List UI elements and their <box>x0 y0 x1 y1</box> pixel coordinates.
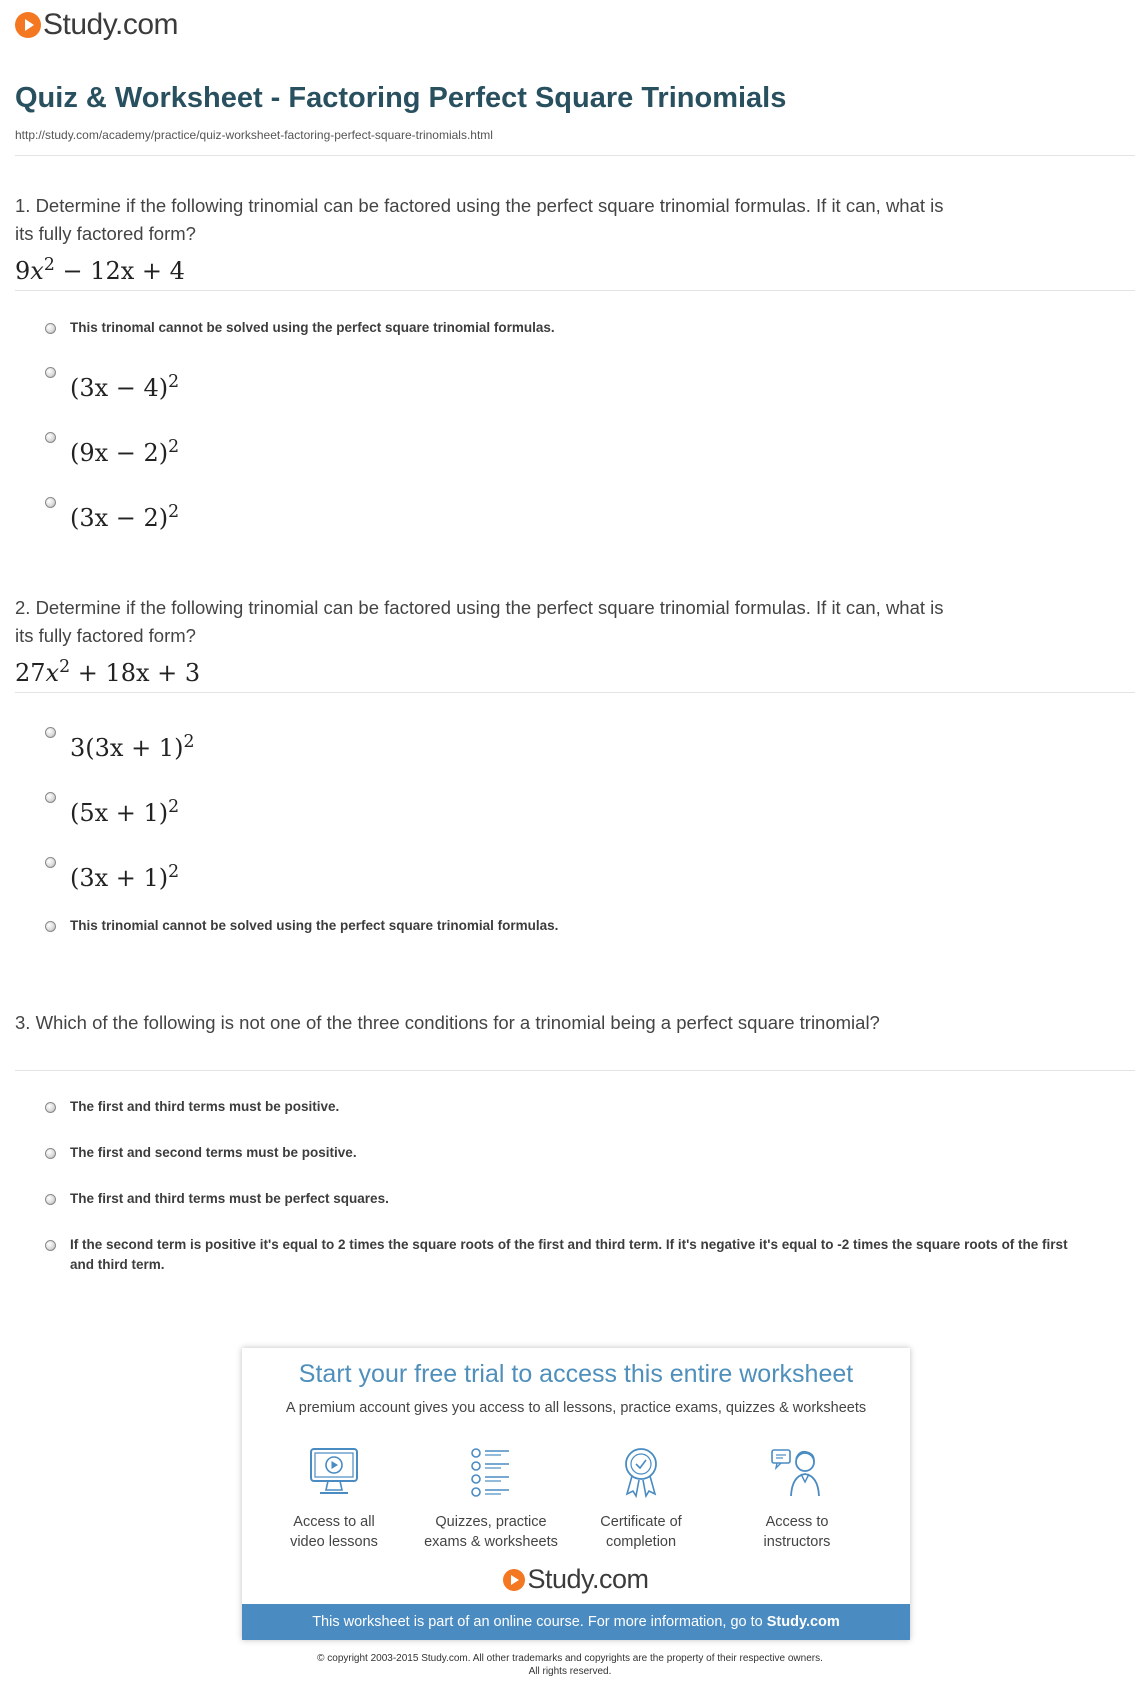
radio-button[interactable] <box>45 727 56 738</box>
option-exponent: 2 <box>168 437 180 457</box>
radio-button[interactable] <box>45 367 56 378</box>
expr-exponent: 2 <box>59 657 71 677</box>
study-logo[interactable] <box>15 8 178 42</box>
answer-option[interactable] <box>45 1143 1095 1163</box>
option-exponent: 2 <box>168 797 180 817</box>
radio-button[interactable] <box>45 432 56 443</box>
option-base: (3x − 2) <box>70 504 169 532</box>
radio-button[interactable] <box>45 792 56 803</box>
answer-option[interactable] <box>45 1235 1095 1275</box>
feature-label <box>566 1512 716 1552</box>
option-math <box>70 430 179 470</box>
feature-quizzes <box>416 1446 566 1552</box>
divider <box>15 290 1135 291</box>
certificate-icon <box>613 1446 669 1498</box>
question-text: 3. Which of the following is not one of the three conditions for a trinomial being a perfect square trinomial? <box>15 1012 880 1033</box>
expr-coefficient: 9 <box>15 257 31 285</box>
option-exponent: 2 <box>168 372 180 392</box>
option-text: This trinomial cannot be solved using the perfect square trinomial formulas. <box>70 918 559 933</box>
feature-instructors <box>722 1446 872 1552</box>
option-math <box>70 790 179 830</box>
feature-line-1: Certificate of <box>600 1514 682 1530</box>
option-base: (9x − 2) <box>70 439 169 467</box>
option-base: (5x + 1) <box>70 799 169 827</box>
radio-button[interactable] <box>45 1194 56 1205</box>
option-math <box>70 855 179 895</box>
promo-study-logo[interactable] <box>242 1564 910 1595</box>
answer-option[interactable] <box>45 855 179 895</box>
option-text: This trinomal cannot be solved using the perfect square trinomial formulas. <box>70 320 555 335</box>
answer-option[interactable] <box>45 790 179 830</box>
answer-option[interactable] <box>45 430 179 470</box>
question-1 <box>15 192 1135 288</box>
feature-line-2: instructors <box>763 1534 831 1550</box>
expr-variable: x <box>30 257 44 285</box>
answer-option[interactable] <box>45 916 1095 936</box>
promo-heading[interactable]: Start your free trial to access this entire worksheet <box>298 1360 854 1388</box>
copyright-line-1: © copyright 2003-2015 Study.com. All other trademarks and copyrights are the property of their respective owners. <box>317 1653 823 1664</box>
instructor-icon <box>769 1446 825 1498</box>
radio-button[interactable] <box>45 1102 56 1113</box>
copyright <box>0 1652 1140 1678</box>
question-3 <box>15 1009 1135 1037</box>
question-2 <box>15 594 1135 690</box>
feature-line-1: Access to all <box>293 1514 375 1530</box>
answer-option[interactable] <box>45 365 179 405</box>
feature-label <box>722 1512 872 1552</box>
option-exponent: 2 <box>168 862 180 882</box>
feature-label <box>259 1512 409 1552</box>
answer-option[interactable] <box>45 318 1095 338</box>
expr-rest: − 12x + 4 <box>54 257 185 285</box>
answer-option[interactable] <box>45 495 179 535</box>
feature-video-lessons <box>259 1446 409 1552</box>
promo-footer-link[interactable]: Study.com <box>766 1614 840 1630</box>
feature-line-2: exams & worksheets <box>424 1534 558 1550</box>
answer-option[interactable] <box>45 725 194 765</box>
radio-button[interactable] <box>45 497 56 508</box>
divider <box>15 155 1135 156</box>
video-lessons-icon <box>306 1446 362 1498</box>
question-expression <box>15 248 1135 288</box>
expr-exponent: 2 <box>43 255 55 275</box>
option-base: (3x − 4) <box>70 374 169 402</box>
copyright-line-2: All rights reserved. <box>528 1666 612 1677</box>
question-text: 2. Determine if the following trinomial can be factored using the perfect square trinomial formulas. If it can, what is its fully factored form? <box>15 597 944 646</box>
expr-variable: x <box>45 659 60 687</box>
free-trial-promo <box>242 1348 910 1640</box>
radio-button[interactable] <box>45 323 56 334</box>
divider <box>15 692 1135 693</box>
answer-option[interactable] <box>45 1189 1095 1209</box>
promo-subheading: A premium account gives you access to all lessons, practice exams, quizzes & worksheets <box>285 1400 867 1416</box>
feature-line-1: Quizzes, practice <box>435 1514 547 1530</box>
expr-coefficient: 27 <box>15 659 46 687</box>
radio-button[interactable] <box>45 1148 56 1159</box>
option-text: The first and second terms must be positive. <box>70 1145 357 1160</box>
option-text: The first and third terms must be perfect squares. <box>70 1191 389 1206</box>
option-base: (3x + 1) <box>70 864 169 892</box>
feature-line-2: completion <box>605 1534 677 1550</box>
option-text: The first and third terms must be positive. <box>70 1099 340 1114</box>
promo-footer-bar <box>242 1604 910 1640</box>
option-text: If the second term is positive it's equal to 2 times the square roots of the first and third term. If it's negative it's equal to -2 times the square roots of the first and third term. <box>70 1237 1068 1272</box>
answer-option[interactable] <box>45 1097 1095 1117</box>
feature-line-1: Access to <box>765 1514 829 1530</box>
feature-certificate <box>566 1446 716 1552</box>
play-circle-icon <box>15 12 41 38</box>
option-math <box>70 725 194 765</box>
radio-button[interactable] <box>45 921 56 932</box>
divider <box>15 1070 1135 1071</box>
source-url[interactable]: http://study.com/academy/practice/quiz-worksheet-factoring-perfect-square-trinomials.html <box>15 128 493 142</box>
option-base: 3(3x + 1) <box>70 734 184 762</box>
option-math <box>70 495 179 535</box>
logo-text: Study.com <box>527 1564 649 1594</box>
radio-button[interactable] <box>45 857 56 868</box>
option-exponent: 2 <box>168 502 180 522</box>
feature-label <box>416 1512 566 1552</box>
promo-footer-text: This worksheet is part of an online course. For more information, go to <box>312 1614 767 1630</box>
logo-text: Study.com <box>43 8 178 41</box>
option-exponent: 2 <box>183 732 195 752</box>
page-title: Quiz & Worksheet - Factoring Perfect Square Trinomials <box>15 82 787 114</box>
radio-button[interactable] <box>45 1240 56 1251</box>
question-expression <box>15 650 1135 690</box>
expr-rest: + 18x + 3 <box>70 659 201 687</box>
feature-line-2: video lessons <box>290 1534 378 1550</box>
option-math <box>70 365 179 405</box>
question-text: 1. Determine if the following trinomial can be factored using the perfect square trinomial formulas. If it can, what is its fully factored form? <box>15 195 944 244</box>
play-circle-icon <box>503 1569 525 1591</box>
quiz-list-icon <box>463 1446 519 1498</box>
